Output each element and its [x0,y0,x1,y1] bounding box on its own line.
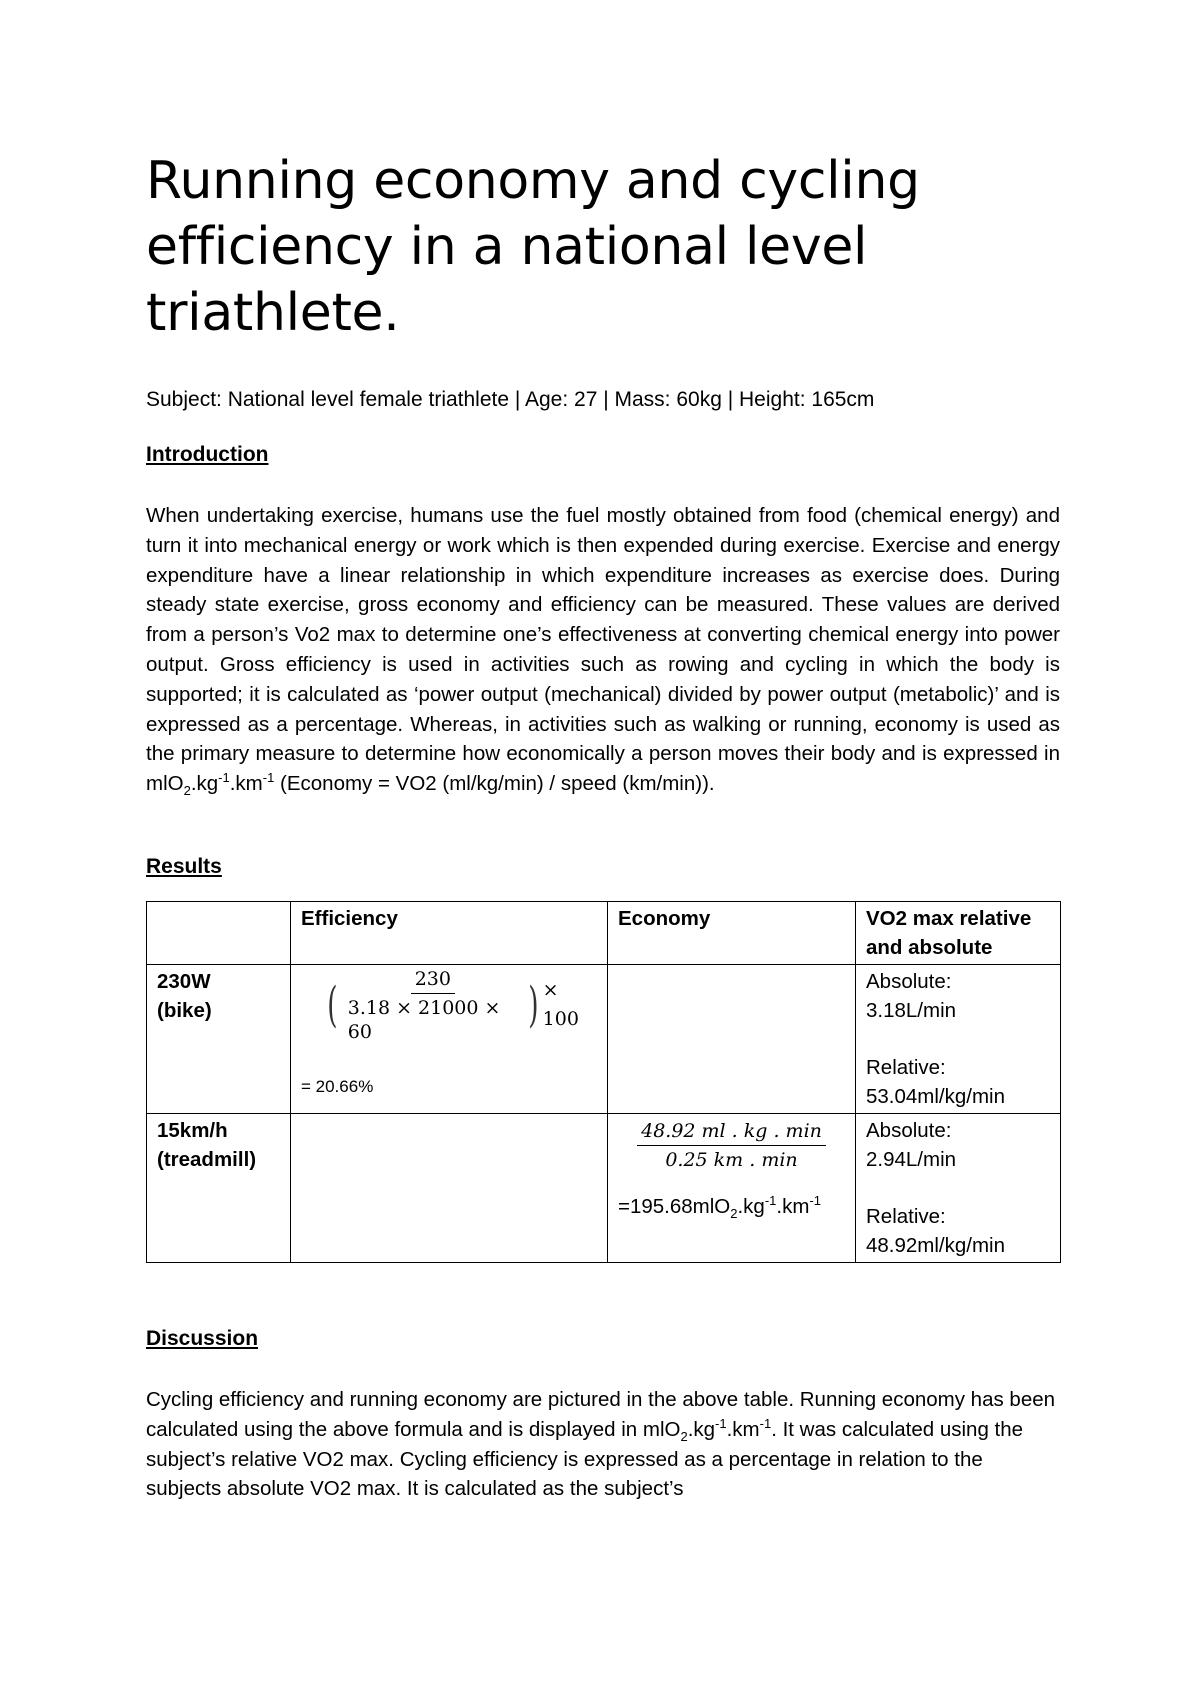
left-paren: ( [327,977,338,1034]
o2-subscript: 2 [730,1206,738,1222]
vo2-cell-treadmill [856,1113,1061,1262]
unit-exponent: -1 [262,770,275,786]
page-title: Running economy and cycling efficiency in a national level triathlete. [146,151,920,343]
subject-line: Subject: National level female triathlete | Age: 27 | Mass: 60kg | Height: 165cm [146,388,875,411]
row-label-line: 230W [157,969,211,993]
discussion-text-end: . It was calculated using the subject’s relative VO2 max. Cycling efficiency is expressed as a percentage in relation to the subjects absolute VO2 max. It is calculated as the subject’s [146,1417,1024,1501]
absolute-value: 2.94L/min [866,1147,957,1171]
economy-formula [618,1116,845,1172]
table-row-bike [147,964,1061,1113]
fraction-numerator: 230 [411,967,455,994]
efficiency-result: = 20.66% [301,1076,374,1096]
relative-value: 48.92ml/kg/min [866,1233,1006,1257]
table-header-economy: Economy [608,901,856,964]
row-label-treadmill [147,1113,291,1262]
fraction-denominator: 3.18 × 21000 × 60 [347,996,501,1043]
economy-result [618,1192,845,1221]
table-row-treadmill [147,1113,1061,1262]
unit-exponent: -1 [764,1193,777,1209]
row-label-line: 15km/h [157,1118,228,1142]
unit-km: .km [726,1417,760,1441]
row-label-line: (bike) [157,998,212,1022]
document-page [146,148,1060,1504]
row-label-bike [147,964,291,1113]
relative-value: 53.04ml/kg/min [866,1084,1006,1108]
unit-km: .km [776,1194,810,1218]
discussion-heading: Discussion [146,1326,259,1350]
unit-kg: .kg [190,772,219,796]
introduction-paragraph [146,501,1060,799]
unit-exponent: -1 [759,1415,772,1431]
fraction-numerator: 48.92 ml . kg . min [637,1119,826,1146]
discussion-paragraph [146,1385,1060,1504]
absolute-label: Absolute: [866,1118,952,1142]
absolute-value: 3.18L/min [866,998,957,1022]
unit-kg: .kg [737,1194,765,1218]
economy-cell-bike [608,964,856,1113]
o2-subscript: 2 [680,1428,688,1444]
absolute-label: Absolute: [866,969,952,993]
fraction [344,967,522,1044]
economy-cell-treadmill [608,1113,856,1262]
table-header-cell [147,901,291,964]
introduction-heading: Introduction [146,443,269,466]
fraction-denominator: 0.25 km . min [665,1148,798,1171]
o2-subscript: 2 [183,783,191,799]
table-header-row [147,901,1061,964]
results-table [146,901,1061,1263]
right-paren: ) [528,977,539,1034]
introduction-text: When undertaking exercise, humans use the fuel mostly obtained from food (chemical energy) and turn it into mechanical energy or work which is then expended during exercise. Exercise and energy expenditure have a linear relationship in which expenditure increases as exercise does. During steady state exercise, gross economy and efficiency can be measured. These values are derived from a person’s Vo2 max to determine one’s effectiveness at converting chemical energy into power output. Gross efficiency is used in activities such as rowing and cycling in which the body is supported; it is calculated as ‘power output (mechanical) divided by power output (metabolic)’ and is expressed as a percentage. Whereas, in activities such as walking or running, economy is used as the primary measure to determine how economically a person moves their body and is expressed in mlO [146,504,1060,796]
efficiency-cell-treadmill [291,1113,608,1262]
row-label-line: (treadmill) [157,1147,257,1171]
relative-label: Relative: [866,1055,946,1079]
unit-exponent: -1 [218,770,230,786]
unit-exponent: -1 [809,1193,821,1209]
unit-kg: .kg [687,1417,716,1441]
efficiency-formula [323,967,597,1044]
unit-km: .km [229,772,263,796]
results-heading: Results [146,854,222,878]
relative-label: Relative: [866,1204,946,1228]
discussion-text: Cycling efficiency and running economy are pictured in the above table. Running economy has been calculated using the above formula and is displayed in mlO [146,1387,1056,1441]
introduction-text-end: (Economy = VO2 (ml/kg/min) / speed (km/min)). [274,772,715,796]
economy-result-text: =195.68mlO [618,1194,731,1218]
table-header-efficiency: Efficiency [291,901,608,964]
multiplier: × 100 [542,979,579,1031]
table-header-vo2max: VO2 max relative and absolute [856,901,1061,964]
vo2-cell-bike [856,964,1061,1113]
unit-exponent: -1 [715,1415,727,1431]
efficiency-cell-bike [291,964,608,1113]
fraction [637,1119,826,1172]
